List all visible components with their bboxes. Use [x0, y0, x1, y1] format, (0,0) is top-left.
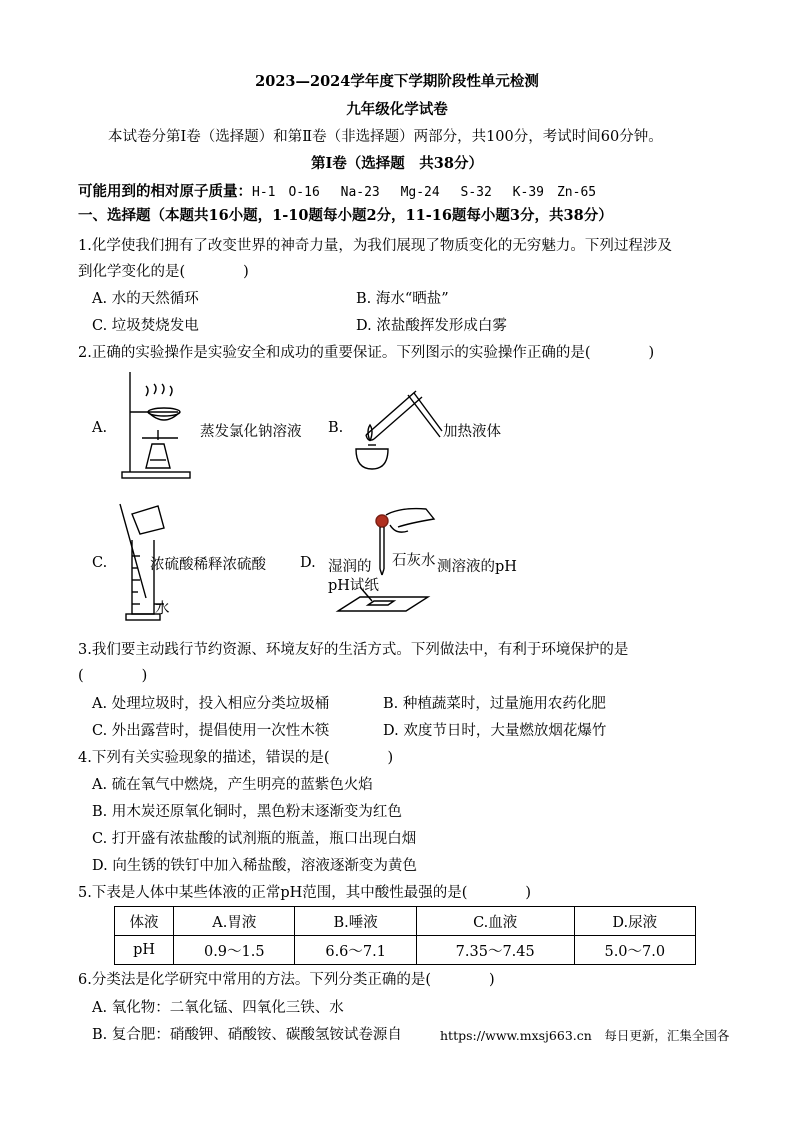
- source-watermark: https://www.mxsj663.cn 每日更新，汇集全国各: [440, 1028, 730, 1043]
- q1-stem-line1: 1.化学使我们拥有了改变世界的神奇力量，为我们展现了物质变化的无穷魅力。下列过程涉及: [78, 238, 672, 254]
- table-header-cell: C.血液: [416, 907, 574, 936]
- q2-c-label: 浓硫酸稀释浓硫酸: [150, 557, 266, 573]
- table-header-cell: D.尿液: [574, 907, 695, 936]
- q2-c-water-label: 水: [155, 601, 170, 617]
- exam-subtitle: 九年级化学试卷: [346, 101, 448, 118]
- q3-option-d: D. 欢度节日时，大量燃放烟花爆竹: [383, 723, 607, 739]
- table-cell: 5.0～7.0: [574, 936, 695, 965]
- q2-stem: 2.正确的实验操作是实验安全和成功的重要保证。下列图示的实验操作正确的是( ): [78, 345, 655, 361]
- q4-option-b: B. 用木炭还原氧化铜时，黑色粉末逐渐变为红色: [92, 804, 402, 820]
- exam-intro: 本试卷分第Ⅰ卷（选择题）和第Ⅱ卷（非选择题）两部分，共100分，考试时间60分钟。: [108, 129, 663, 145]
- table-cell: 6.6～7.1: [295, 936, 416, 965]
- q2-d-label-2: 测溶液的pH: [437, 559, 517, 575]
- q2-b-letter: B.: [328, 420, 344, 436]
- q2-d-letter: D.: [300, 555, 316, 571]
- q2-d-paper-label-2: pH试纸: [328, 578, 379, 594]
- q2-d-paper-label-1: 湿润的: [328, 559, 372, 575]
- table-header-cell: 体液: [115, 907, 174, 936]
- q1-option-b: B. 海水“晒盐”: [356, 291, 449, 307]
- atomic-masses-label: 可能用到的相对原子质量：: [78, 183, 252, 200]
- q1-option-a: A. 水的天然循环: [92, 291, 199, 307]
- ph-table: [114, 906, 696, 965]
- table-cell: 7.35～7.45: [416, 936, 574, 965]
- table-cell: pH: [115, 936, 174, 965]
- q3-option-c: C. 外出露营时，提倡使用一次性木筷: [92, 723, 330, 739]
- q3-stem-line1: 3.我们要主动践行节约资源、环境友好的生活方式。下列做法中，有利于环境保护的是: [78, 642, 629, 658]
- q1-option-d: D. 浓盐酸挥发形成白雾: [356, 318, 507, 334]
- atomic-masses: [78, 182, 596, 203]
- evaporation-apparatus-figure: [118, 368, 198, 483]
- q4-option-c: C. 打开盛有浓盐酸的试剂瓶的瓶盖，瓶口出现白烟: [92, 831, 417, 847]
- q3-option-b: B. 种植蔬菜时，过量施用农药化肥: [383, 696, 606, 712]
- q2-b-label: 加热液体: [443, 424, 501, 440]
- q4-option-d: D. 向生锈的铁钉中加入稀盐酸，溶液逐渐变为黄色: [92, 858, 417, 874]
- q3-stem-line2: ( ): [78, 668, 148, 684]
- table-cell: 0.9～1.5: [174, 936, 295, 965]
- q6-stem: 6.分类法是化学研究中常用的方法。下列分类正确的是( ): [78, 972, 495, 988]
- q5-stem: 5.下表是人体中某些体液的正常pH范围，其中酸性最强的是( ): [78, 885, 532, 901]
- q4-stem: 4.下列有关实验现象的描述，错误的是( ): [78, 750, 394, 766]
- q2-c-letter: C.: [92, 555, 108, 571]
- table-header-cell: B.唾液: [295, 907, 416, 936]
- q6-option-a: A. 氧化物：二氧化锰、四氧化三铁、水: [92, 1000, 344, 1016]
- table-header-cell: A.胃液: [174, 907, 295, 936]
- part1-title: 第Ⅰ卷（选择题 共38分）: [311, 155, 483, 172]
- q4-option-a: A. 硫在氧气中燃烧，产生明亮的蓝紫色火焰: [92, 777, 373, 793]
- q2-a-letter: A.: [92, 420, 108, 436]
- q2-d-label-1: 石灰水: [392, 553, 436, 569]
- q1-stem-line2: 到化学变化的是( ): [78, 264, 249, 280]
- q2-a-label: 蒸发氯化钠溶液: [200, 424, 302, 440]
- exam-title: 2023—2024学年度下学期阶段性单元检测: [255, 73, 539, 90]
- q3-option-a: A. 处理垃圾时，投入相应分类垃圾桶: [92, 696, 330, 712]
- table-row: [115, 936, 696, 965]
- section1-heading: 一、选择题（本题共16小题，1-10题每小题2分，11-16题每小题3分，共38分）: [78, 207, 613, 224]
- table-row: [115, 907, 696, 936]
- atomic-masses-values: H-1 O-16 Na-23 Mg-24 S-32 K-39 Zn-65: [252, 185, 597, 200]
- q1-option-c: C. 垃圾焚烧发电: [92, 318, 199, 334]
- heating-liquid-figure: [348, 385, 443, 473]
- q6-option-b: B. 复合肥：硝酸钾、硝酸铵、碳酸氢铵试卷源自: [92, 1027, 402, 1043]
